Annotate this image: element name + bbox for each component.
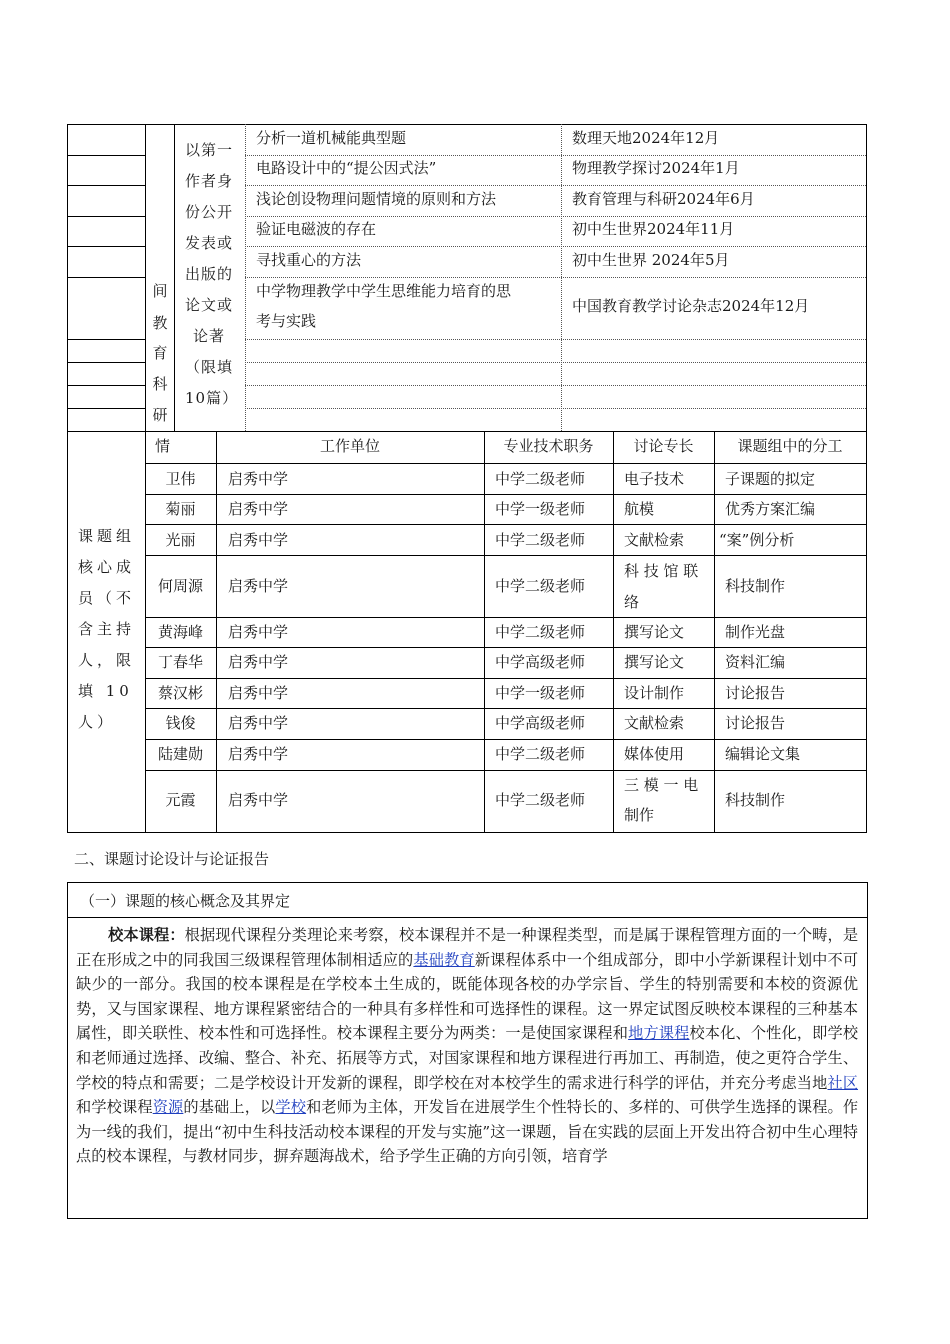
member-title: 中学二级老师 — [495, 577, 586, 595]
category-line: 论文或 — [185, 296, 234, 314]
member-name: 陆建勋 — [157, 745, 203, 763]
side-label-line: 课题组 — [78, 527, 136, 545]
para-text: 新课程体系中一个组成部分，即中小学新课程计划中不可缺少的一部分。我国的校本课程是在学校本土生成的，既能体现各校的办学宗旨、学生的特别需要和本校的资源优势，又与国家课程、地方课程紧密结合的一种具有多样性和可选择性的课程。这一界定试图反映校本课程的三种基本属性，即关联性、校本性和可选择性。校本课程主要分为两类：一是使国家课程和 — [76, 950, 859, 1043]
member-role: 子课题的拟定 — [725, 470, 816, 488]
term-lead: 校本课程： — [108, 926, 185, 944]
member-role: 讨论报告 — [725, 684, 786, 702]
category-line: 10篇） — [185, 389, 239, 407]
header-role: 课题组中的分工 — [737, 437, 843, 455]
paper-source: 教育管理与科研2024年6月 — [572, 190, 755, 208]
member-unit: 启秀中学 — [228, 684, 289, 702]
para-text: 的基础上，以 — [183, 1098, 276, 1117]
member-specialty: 航模 — [624, 500, 655, 518]
paper-source: 数理天地2024年12月 — [572, 129, 720, 147]
member-name: 卫伟 — [165, 470, 196, 488]
member-specialty: 电子技术 — [624, 470, 685, 488]
member-specialty: 媒体使用 — [624, 745, 685, 763]
header-unit: 工作单位 — [319, 437, 380, 455]
category-line: 以第一 — [185, 141, 234, 159]
member-name: 黄海峰 — [157, 623, 203, 641]
paper-source: 初中生世界 2024年5月 — [572, 251, 730, 269]
header-specialty: 讨论专长 — [633, 437, 694, 455]
member-unit: 启秀中学 — [228, 623, 289, 641]
category-line: （限填 — [185, 358, 234, 376]
member-unit: 启秀中学 — [228, 531, 289, 549]
member-title: 中学一级老师 — [495, 500, 586, 518]
member-role: “案”例分析 — [719, 531, 795, 549]
member-unit: 启秀中学 — [228, 714, 289, 732]
member-specialty: 络 — [624, 593, 640, 611]
category-line: 份公开 — [185, 203, 234, 221]
subsection-heading: （一）课题的核心概念及其界定 — [80, 892, 291, 910]
member-specialty: 文献检索 — [624, 531, 685, 549]
category-line: 作者身 — [185, 172, 234, 190]
side-label-line: 填 10 — [78, 682, 133, 700]
core-concept-paragraph — [76, 923, 858, 1169]
para-text: 和老师为主体，开发旨在进展学生个性特长的、多样的、可供学生选择的课程。作为一线的我们，提出“初中生科技活动校本课程的开发与实施”这一课题，旨在实践的层面上开发出符合初中生心理特点的校本课程，与教材同步，摒弃题海战术，给予学生正确的方向引领，培育学 — [76, 1098, 859, 1166]
member-specialty: 撰写论文 — [624, 623, 685, 641]
member-specialty: 三 模 一 电 — [624, 776, 699, 794]
member-title: 中学二级老师 — [495, 745, 586, 763]
member-role: 编辑论文集 — [725, 745, 801, 763]
member-name: 丁春华 — [157, 653, 203, 671]
member-name: 菊丽 — [165, 500, 196, 518]
link-basic-education[interactable]: 基础教育 — [413, 950, 475, 969]
paper-title: 考与实践 — [256, 312, 317, 330]
member-name: 钱俊 — [165, 714, 196, 732]
link-local-curriculum[interactable]: 地方课程 — [628, 1024, 690, 1043]
member-unit: 启秀中学 — [228, 577, 289, 595]
link-resources[interactable]: 资源 — [152, 1098, 184, 1117]
member-title: 中学二级老师 — [495, 791, 586, 809]
paper-source: 物理教学探讨2024年1月 — [572, 159, 740, 177]
paper-title: 浅论创设物理问题情境的原则和方法 — [256, 190, 497, 208]
member-role: 科技制作 — [725, 577, 786, 595]
member-role: 科技制作 — [725, 791, 786, 809]
side-label-line: 员（不 — [78, 589, 136, 607]
member-name: 何周源 — [157, 577, 203, 595]
paper-source: 中国教育教学讨论杂志2024年12月 — [572, 297, 810, 315]
vertical-char: 研 — [152, 406, 168, 424]
paper-title: 验证电磁波的存在 — [256, 220, 377, 238]
vertical-char: 教 — [152, 314, 168, 332]
vertical-char: 育 — [152, 344, 168, 362]
side-label-line: 人） — [78, 713, 117, 731]
member-role: 资料汇编 — [725, 653, 786, 671]
member-unit: 启秀中学 — [228, 791, 289, 809]
member-specialty: 撰写论文 — [624, 653, 685, 671]
side-label-line: 含主持 — [78, 620, 136, 638]
header-title: 专业技术职务 — [503, 437, 594, 455]
member-title: 中学二级老师 — [495, 623, 586, 641]
side-label-line: 人，限 — [78, 651, 136, 669]
member-name: 蔡汉彬 — [157, 684, 203, 702]
side-label-line: 核心成 — [78, 558, 136, 576]
member-title: 中学二级老师 — [495, 531, 586, 549]
link-school[interactable]: 学校 — [275, 1098, 307, 1117]
member-unit: 启秀中学 — [228, 745, 289, 763]
paper-title: 中学物理教学中学生思维能力培育的思 — [256, 282, 512, 300]
member-name: 元霞 — [165, 791, 196, 809]
category-line: 发表或 — [185, 234, 234, 252]
para-text: 校本化、个性化，即学校和老师通过选择、改编、整合、补充、拓展等方式，对国家课程和地方课程进行再加工、再制造，使之更符合学生、学校的特点和需要；二是学校设计开发新的课程，即学校在对本校学生的需求进行科学的评估，并充分考虑当地 — [76, 1024, 859, 1092]
member-name: 光丽 — [165, 531, 196, 549]
para-text: 根据现代课程分类理论来考察，校本课程并不是一种课程类型，而是属于课程管理方面的一个畴，是正在形成之中的同我国三级课程管理体制相适应的 — [76, 926, 859, 969]
paper-source: 初中生世界2024年11月 — [572, 220, 735, 238]
member-unit: 启秀中学 — [228, 653, 289, 671]
category-line: 出版的 — [185, 265, 234, 283]
member-specialty: 科 技 馆 联 — [624, 562, 699, 580]
member-title: 中学二级老师 — [495, 470, 586, 488]
category-line: 论著 — [193, 327, 226, 345]
member-specialty: 设计制作 — [624, 684, 685, 702]
link-community[interactable]: 社区 — [827, 1073, 859, 1092]
member-unit: 启秀中学 — [228, 500, 289, 518]
member-unit: 启秀中学 — [228, 470, 289, 488]
paper-title: 电路设计中的“提公因式法” — [256, 159, 437, 177]
vertical-char: 间 — [152, 282, 168, 300]
section-heading: 二、课题讨论设计与论证报告 — [74, 850, 270, 868]
header-name: 情 — [155, 437, 171, 455]
paper-title: 寻找重心的方法 — [256, 251, 362, 269]
para-text: 和学校课程 — [76, 1098, 153, 1117]
member-title: 中学高级老师 — [495, 714, 586, 732]
member-title: 中学一级老师 — [495, 684, 586, 702]
paper-title: 分析一道机械能典型题 — [256, 129, 407, 147]
member-specialty: 文献检索 — [624, 714, 685, 732]
member-specialty: 制作 — [624, 806, 655, 824]
member-role: 制作光盘 — [725, 623, 786, 641]
vertical-char: 科 — [152, 375, 168, 393]
member-role: 优秀方案汇编 — [725, 500, 816, 518]
member-title: 中学高级老师 — [495, 653, 586, 671]
member-role: 讨论报告 — [725, 714, 786, 732]
